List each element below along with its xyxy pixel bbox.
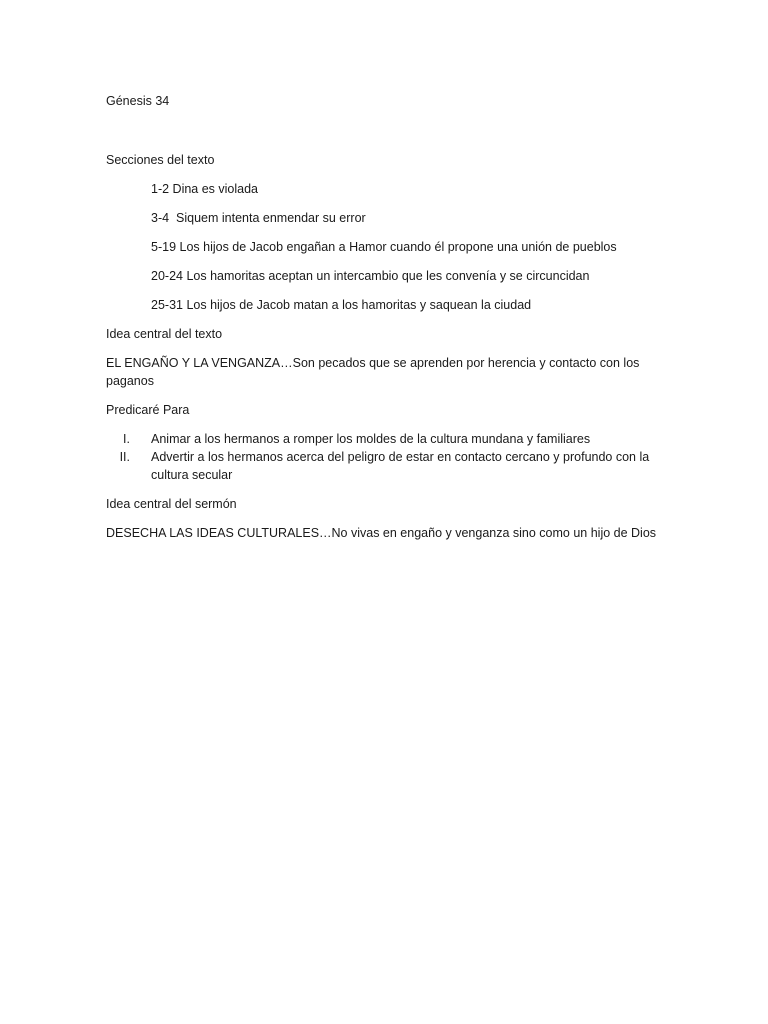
list-item-text: Animar a los hermanos a romper los moldes de la cultura mundana y familiares xyxy=(151,432,591,446)
preach-heading: Predicaré Para xyxy=(106,403,190,417)
section-item: 20-24 Los hamoritas aceptan un intercambio que les convenía y se circuncidan xyxy=(151,269,590,283)
document-body xyxy=(106,92,666,553)
section-item: 25-31 Los hijos de Jacob matan a los hamoritas y saquean la ciudad xyxy=(151,298,532,312)
central-idea-text: EL ENGAÑO Y LA VENGANZA…Son pecados que se aprenden por herencia y contacto con los paganos xyxy=(106,356,640,388)
central-idea-sermon: DESECHA LAS IDEAS CULTURALES…No vivas en engaño y venganza sino como un hijo de Dios xyxy=(106,526,657,540)
central-idea-sermon-heading: Idea central del sermón xyxy=(106,497,237,511)
list-item-text: Advertir a los hermanos acerca del peligro de estar en contacto cercano y profundo con la cultura secular xyxy=(151,450,650,482)
document-title: Génesis 34 xyxy=(106,94,170,108)
preach-list xyxy=(106,430,666,484)
list-number: I. xyxy=(123,432,130,446)
section-item: 1-2 Dina es violada xyxy=(151,182,259,196)
section-item: 3-4 Siquem intenta enmendar su error xyxy=(151,211,366,225)
preach-list-item xyxy=(106,448,666,484)
central-idea-text-heading: Idea central del texto xyxy=(106,327,223,341)
sections-heading: Secciones del texto xyxy=(106,153,215,167)
preach-list-item xyxy=(106,430,666,448)
list-number: II. xyxy=(119,450,130,464)
section-item: 5-19 Los hijos de Jacob engañan a Hamor cuando él propone una unión de pueblos xyxy=(151,240,617,254)
